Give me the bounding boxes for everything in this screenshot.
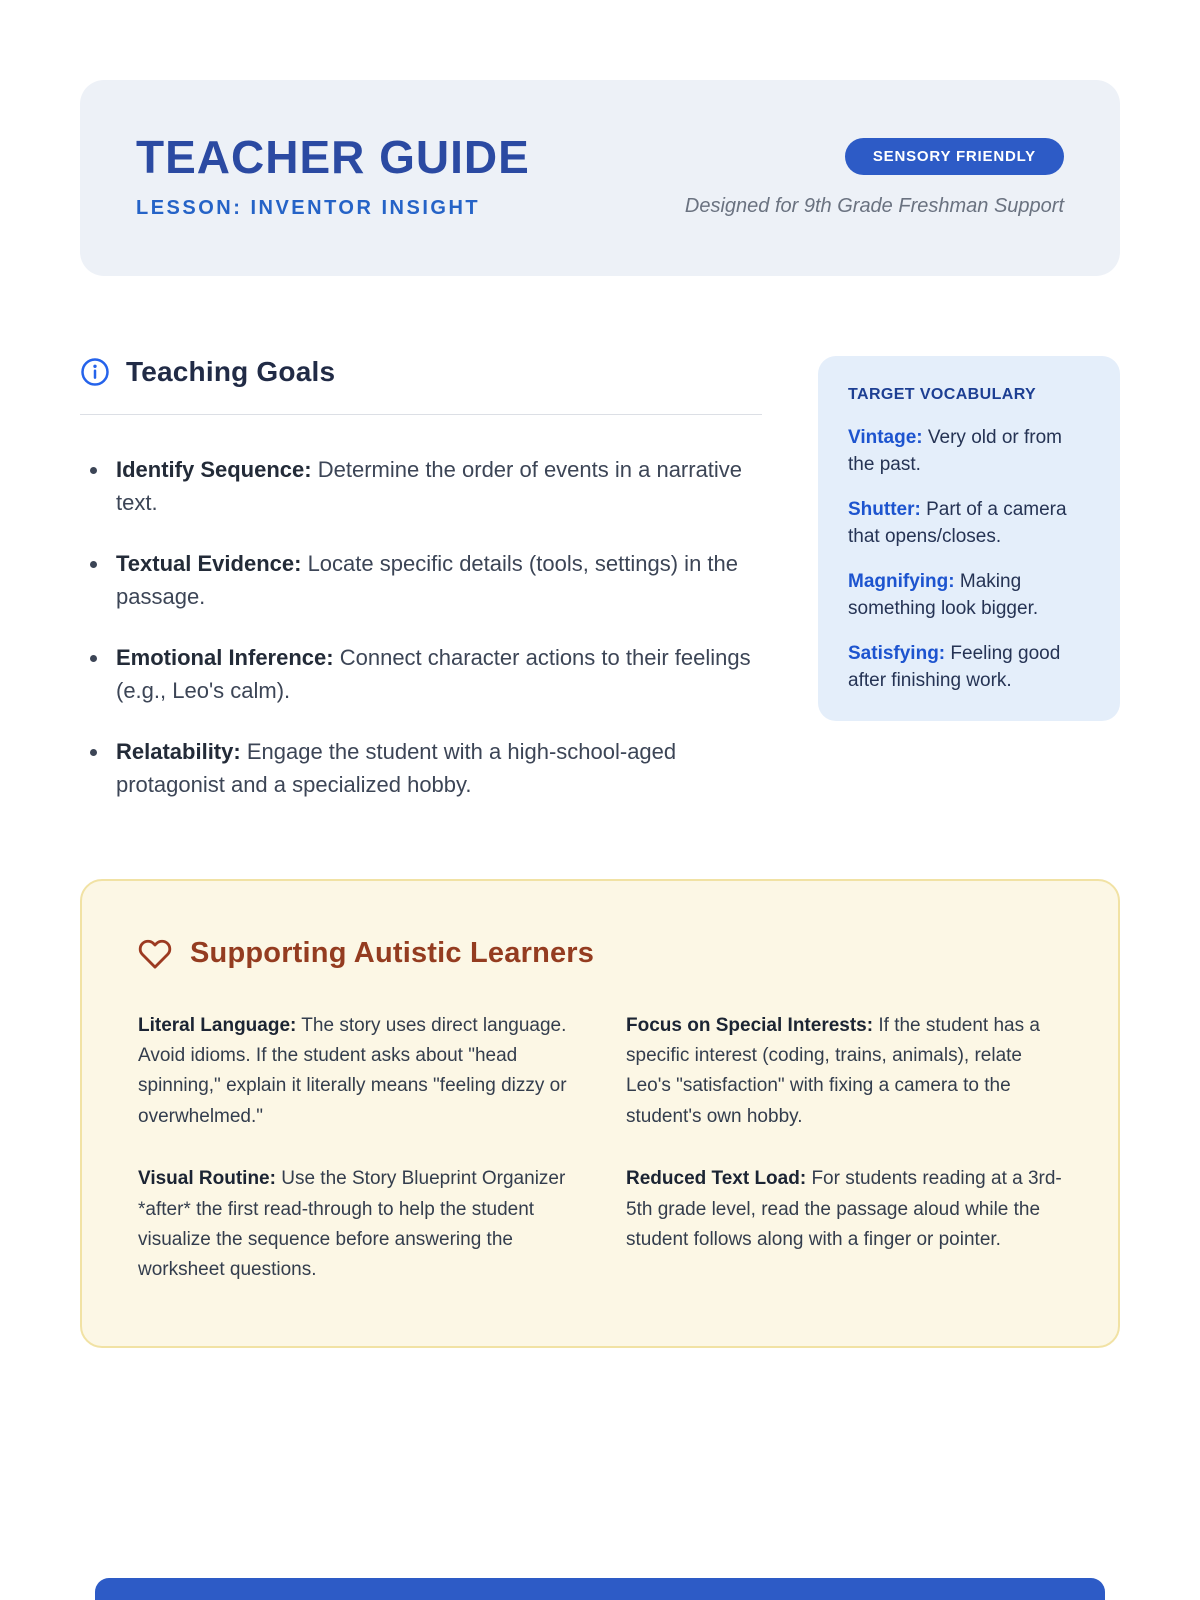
header-card — [80, 80, 1120, 276]
goal-text: Locate specific details (tools, settings) in the passage. — [116, 550, 739, 609]
goal-item — [110, 641, 762, 707]
heart-icon — [138, 937, 172, 971]
vocab-term: Satisfying: — [848, 642, 946, 664]
support-text: The story uses direct language. Avoid idioms. If the student asks about "head spinning," explain it literally means "feeling dizzy or overwhelmed." — [138, 1014, 567, 1127]
goal-text: Connect character actions to their feelings (e.g., Leo's calm). — [116, 644, 751, 703]
goal-text: Determine the order of events in a narrative text. — [116, 456, 743, 515]
support-term: Focus on Special Interests: — [626, 1014, 874, 1036]
support-title: Supporting Autistic Learners — [190, 937, 595, 970]
goal-item — [110, 453, 762, 519]
vocab-term: Vintage: — [848, 426, 923, 448]
goals-list — [80, 453, 762, 801]
vocab-item — [848, 640, 1090, 695]
vocab-definition: Very old or from the past. — [848, 426, 1062, 476]
support-text: If the student has a specific interest (coding, trains, animals), relate Leo's "satisfaction" with fixing a camera to the student's own hobby. — [626, 1014, 1040, 1127]
support-card — [80, 879, 1120, 1348]
support-item — [138, 1164, 574, 1286]
vocab-term: Shutter: — [848, 498, 921, 520]
main-row — [80, 356, 1120, 801]
support-term: Visual Routine: — [138, 1168, 276, 1190]
support-column-right — [626, 1011, 1062, 1286]
goal-text: Engage the student with a high-school-aged protagonist and a specialized hobby. — [116, 738, 677, 797]
goal-item — [110, 735, 762, 801]
support-text: For students reading at a 3rd-5th grade level, read the passage aloud while the student follows along with a finger or pointer. — [626, 1168, 1062, 1250]
audience-tagline: Designed for 9th Grade Freshman Support — [684, 195, 1064, 217]
goal-term: Relatability: — [116, 738, 241, 764]
support-grid — [138, 1011, 1062, 1286]
goals-title: Teaching Goals — [126, 355, 336, 387]
support-text: Use the Story Blueprint Organizer *after* the first read-through to help the student visualize the sequence before answering the worksheet questions. — [138, 1168, 566, 1281]
goal-term: Identify Sequence: — [116, 456, 312, 482]
header-right — [685, 138, 1064, 218]
header-left — [136, 132, 530, 220]
info-icon — [80, 357, 110, 387]
teaching-goals-section — [80, 356, 762, 801]
vocab-item — [848, 568, 1090, 623]
goal-term: Textual Evidence: — [116, 550, 302, 576]
lesson-subtitle: LESSON: INVENTOR INSIGHT — [136, 196, 481, 219]
support-column-left — [138, 1011, 574, 1286]
support-heading — [138, 937, 1062, 971]
vocab-definition: Feeling good after finishing work. — [848, 642, 1061, 692]
vocab-title: TARGET VOCABULARY — [848, 385, 1037, 403]
support-term: Reduced Text Load: — [626, 1168, 807, 1190]
goals-heading — [80, 356, 762, 388]
sensory-friendly-badge: SENSORY FRIENDLY — [845, 138, 1064, 175]
support-item — [626, 1164, 1062, 1255]
support-item — [626, 1011, 1062, 1133]
vocab-term: Magnifying: — [848, 570, 955, 592]
next-section-peek — [95, 1578, 1105, 1600]
support-item — [138, 1011, 574, 1133]
vocab-definition: Part of a camera that opens/closes. — [848, 498, 1067, 548]
goal-item — [110, 547, 762, 613]
target-vocabulary-card — [818, 356, 1120, 721]
goal-term: Emotional Inference: — [116, 644, 334, 670]
vocab-definition: Making something look bigger. — [848, 570, 1039, 620]
support-term: Literal Language: — [138, 1014, 297, 1036]
vocab-item — [848, 424, 1090, 479]
vocab-item — [848, 496, 1090, 551]
divider — [80, 414, 762, 415]
page-title: TEACHER GUIDE — [136, 131, 530, 183]
